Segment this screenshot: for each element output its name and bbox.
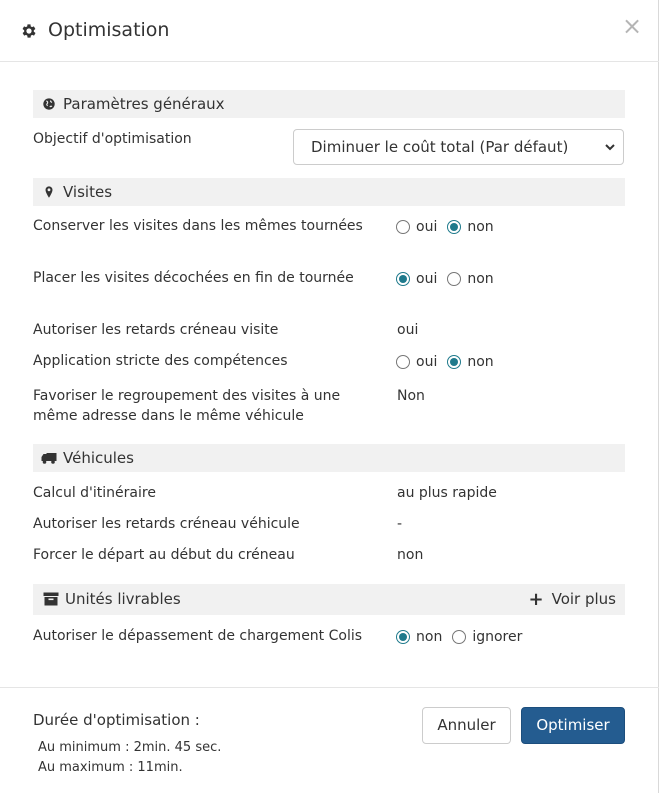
radio-non[interactable] [447, 354, 493, 370]
radio-non[interactable] [447, 271, 493, 287]
vehicles-row-value: non [397, 547, 424, 563]
radio-button[interactable] [396, 272, 410, 286]
radio-oui[interactable] [396, 219, 437, 235]
visits-row-label: Application stricte des compétences [33, 353, 288, 369]
units-row-label: Autoriser le dépassement de chargement Colis [33, 628, 363, 644]
radio-non[interactable] [447, 219, 493, 235]
archive-icon [43, 592, 59, 606]
vehicles-row-label: Forcer le départ au début du créneau [33, 547, 295, 563]
duration-label: Durée d'optimisation : [33, 711, 200, 729]
visits-row-value: Non [397, 388, 425, 404]
chevron-down-icon [605, 142, 615, 152]
vehicles-row-label: Calcul d'itinéraire [33, 485, 156, 501]
radio-button[interactable] [447, 355, 461, 369]
radio-button[interactable] [396, 220, 410, 234]
radio-label: oui [416, 219, 438, 235]
modal-header [0, 0, 659, 62]
radio-button[interactable] [452, 630, 466, 644]
radio-oui[interactable] [396, 354, 437, 370]
globe-icon [41, 97, 57, 111]
visits-row-label: Favoriser le regroupement des visites à une même adresse dans le même véhicule [33, 388, 341, 424]
objective-value: Diminuer le coût total (Par défaut) [311, 138, 569, 156]
radio-group-overload [396, 629, 532, 645]
radio-label: oui [416, 271, 438, 287]
radio-group-unchecked-end [396, 271, 504, 287]
visits-row-label: Autoriser les retards créneau visite [33, 322, 279, 338]
radio-button[interactable] [447, 220, 461, 234]
visits-row-label: Placer les visites décochées en fin de tournée [33, 270, 354, 286]
modal-footer [0, 687, 659, 793]
visits-row-value: oui [397, 322, 419, 338]
section-vehicles [33, 444, 625, 472]
radio-button[interactable] [396, 355, 410, 369]
radio-group-keep-visits [396, 219, 504, 235]
radio-label: non [467, 271, 494, 287]
radio-button[interactable] [396, 630, 410, 644]
voir-plus-label: Voir plus [551, 590, 616, 608]
section-visits [33, 178, 625, 206]
duration-max: Au maximum : 11min. [38, 760, 183, 775]
visits-row-label: Conserver les visites dans les mêmes tournées [33, 218, 363, 234]
truck-icon [41, 451, 57, 465]
section-title: Visites [63, 183, 113, 201]
section-title: Unités livrables [65, 590, 181, 608]
section-title: Paramètres généraux [63, 95, 225, 113]
section-units [33, 584, 625, 615]
voir-plus-button[interactable] [529, 590, 616, 608]
map-marker-icon [41, 185, 57, 199]
section-general [33, 90, 625, 118]
radio-oui[interactable] [396, 271, 437, 287]
radio-label: non [467, 354, 494, 370]
radio-group-strict-skills [396, 354, 504, 370]
gear-icon [20, 22, 38, 40]
radio-non[interactable] [396, 629, 442, 645]
vehicles-row-value: - [397, 516, 403, 532]
plus-icon: + [528, 588, 544, 610]
objective-select[interactable] [293, 129, 624, 165]
duration-min: Au minimum : 2min. 45 sec. [38, 740, 222, 755]
radio-button[interactable] [447, 272, 461, 286]
radio-label: non [416, 629, 443, 645]
radio-label: ignorer [472, 629, 523, 645]
objective-label: Objectif d'optimisation [33, 131, 192, 147]
radio-ignorer[interactable] [452, 629, 522, 645]
modal-title: Optimisation [48, 19, 170, 41]
optimize-button[interactable]: Optimiser [521, 707, 625, 744]
cancel-button[interactable]: Annuler [422, 707, 511, 744]
radio-label: oui [416, 354, 438, 370]
close-icon[interactable]: × [622, 12, 643, 40]
vehicles-row-label: Autoriser les retards créneau véhicule [33, 516, 300, 532]
section-title: Véhicules [63, 449, 134, 467]
radio-label: non [467, 219, 494, 235]
vehicles-row-value: au plus rapide [397, 485, 497, 501]
